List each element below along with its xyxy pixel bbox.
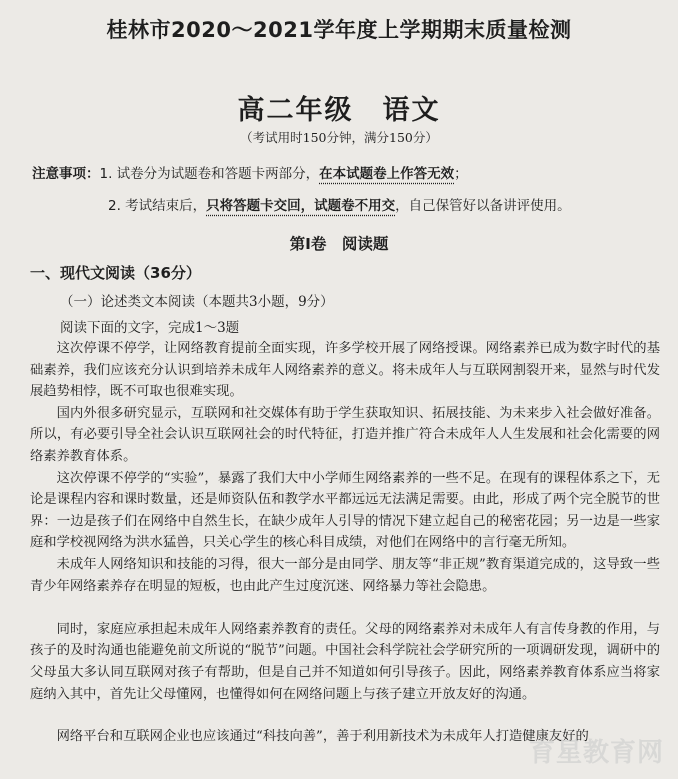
- watermark-logo: 育星教育网: [528, 738, 664, 768]
- grade-subject-heading: 高二年级 语文: [237, 95, 441, 126]
- part-title: 第Ⅰ卷 阅读题: [289, 235, 389, 253]
- notice-2-emphasis-1: 只将答题卡交回: [206, 198, 301, 214]
- notice-item-2: [32, 194, 672, 226]
- passage-paragraph-2: 国内外很多研究显示，互联网和社交媒体有助于学生获取知识、拓展技能、为未来步入社会做好准备。所以，有必要引导全社会认识互联网社会的时代特征，打造并推广符合未成年人人生发展和社会化需要的网络素养教育体系。: [30, 405, 660, 464]
- notice-2-emphasis-2: 试题卷不用交: [314, 198, 396, 214]
- exam-info: （考试用时150分钟，满分150分）: [240, 130, 438, 145]
- passage-paragraph-5: 同时，家庭应承担起未成年人网络素养教育的责任。父母的网络素养对未成年人有言传身教的作用，与孩子的及时沟通也能避免前文所说的“脱节”问题。中国社会科学院社会学研究所的一项调研发现，调研中的父母虽大多认同互联网对孩子有帮助，但是自己并不知道如何引导孩子。因此，网络素养教育体系应当将家庭纳入其中，首先让父母懂网，也懂得如何在网络问题上与孩子建立开放友好的沟通。: [30, 621, 660, 702]
- notice-1-text: 1. 试卷分为试题卷和答题卡两部分，: [99, 166, 320, 182]
- passage-paragraph-3: 这次停课不停学的“实验”，暴露了我们大中小学师生网络素养的一些不足。在现有的课程体系之下，无论是课程内容和课时数量，还是师资队伍和教学水平都远远无法满足需要。由此，形成了两个完全脱节的世界：一边是孩子们在网络中自然生长，在缺少成年人引导的情况下建立起自己的秘密花园；另一边是一些家庭和学校视网络为洪水猛兽，只关心学生的核心科目成绩，对他们在网络中的言行毫无所知。: [30, 470, 660, 551]
- notices-block: [32, 162, 672, 226]
- notice-item-1: [32, 162, 672, 194]
- exam-title: 桂林市2020～2021学年度上学期期末质量检测: [106, 18, 572, 42]
- notice-1-emphasis: 在本试题卷上作答无效: [319, 166, 455, 182]
- notice-2-suffix: ，自己保管好以备讲评使用。: [395, 198, 571, 214]
- passage-paragraph-1: 这次停课不停学，让网络教育提前全面实现，许多学校开展了网络授课。网络素养已成为数字时代的基础素养，我们应该充分认识到培养未成年人网络素养的意义。将未成年人与互联网割裂开来，显然与时代发展趋势相悖，既不可取也很难实现。: [30, 341, 660, 400]
- section-title: 一、现代文阅读（36分）: [30, 264, 201, 282]
- notice-2-separator: ，: [300, 198, 315, 214]
- passage-paragraph-4: 未成年人网络知识和技能的习得，很大一部分是由同学、朋友等“非正规”教育渠道完成的，这导致一些青少年网络素养存在明显的短板，也由此产生过度沉迷、网络暴力等社会隐患。: [30, 556, 660, 594]
- notice-2-text: 2. 考试结束后，: [108, 198, 207, 214]
- notices-label: 注意事项：: [32, 166, 100, 182]
- passage-paragraph-6: 网络平台和互联网企业也应该通过“科技向善”，善于利用新技术为未成年人打造健康友好的: [56, 729, 589, 745]
- notice-1-suffix: ；: [454, 166, 468, 182]
- subsection-title: （一）论述类文本阅读（本题共3小题，9分）: [60, 294, 334, 310]
- reading-instruction: 阅读下面的文字，完成1～3题: [60, 320, 240, 336]
- reading-passage: [30, 338, 660, 748]
